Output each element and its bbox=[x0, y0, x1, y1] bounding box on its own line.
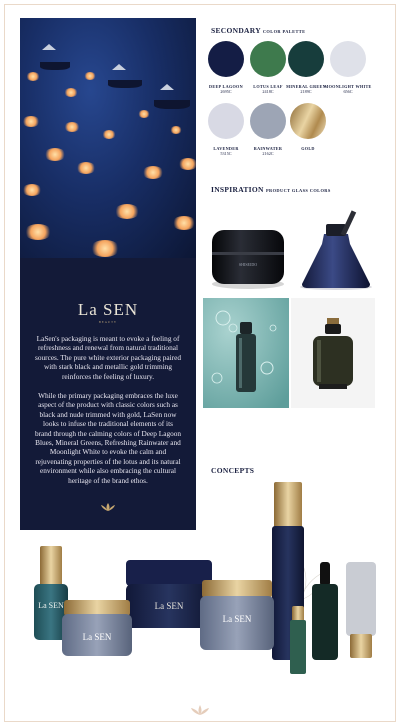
swatch-label: LAVENDER bbox=[213, 146, 239, 151]
product-concepts-image bbox=[30, 480, 386, 692]
swatch-rainwater bbox=[250, 103, 286, 139]
lantern bbox=[172, 216, 196, 230]
brand-logo: La SEN bbox=[77, 300, 139, 319]
lantern bbox=[22, 116, 40, 127]
footer-lotus-icon bbox=[190, 704, 210, 716]
swatch-code: 2695C bbox=[220, 89, 232, 94]
concepts-heading: CONCEPTS bbox=[211, 466, 255, 475]
swatch-code: 2162C bbox=[262, 151, 274, 156]
swatch-lavender bbox=[208, 103, 244, 139]
lantern bbox=[26, 72, 40, 81]
lantern bbox=[44, 148, 66, 161]
palette-subtitle: COLOR PALETTE bbox=[262, 29, 306, 34]
product-logo: La SEN bbox=[82, 632, 112, 642]
conical-hat-shape bbox=[112, 64, 126, 70]
swatch-label: DEEP LAGOON bbox=[209, 84, 243, 89]
lantern bbox=[138, 110, 150, 118]
lantern bbox=[64, 122, 80, 132]
swatch-code: 2189C bbox=[300, 89, 312, 94]
swatch-label: LOTUS LEAF bbox=[253, 84, 283, 89]
swatch-moonlight-white bbox=[330, 41, 366, 77]
swatch-label: MINERAL GREEN bbox=[286, 84, 326, 89]
black-cream-jar-image bbox=[208, 222, 288, 292]
lantern bbox=[178, 158, 196, 170]
inspiration-title: INSPIRATION bbox=[211, 185, 264, 194]
jar-brand-text: SHISEIDO bbox=[238, 262, 258, 267]
lantern bbox=[142, 166, 164, 179]
lantern bbox=[64, 88, 78, 97]
palette-title: SECONDARY bbox=[211, 26, 261, 35]
swatch-gold bbox=[290, 103, 326, 139]
brand-story-panel bbox=[20, 18, 196, 530]
palette-heading bbox=[211, 26, 305, 35]
teal-bottle-photo bbox=[203, 298, 289, 408]
boat-shape bbox=[154, 100, 190, 109]
lantern bbox=[24, 224, 52, 240]
lantern bbox=[102, 130, 116, 139]
lantern bbox=[84, 72, 96, 80]
swatch-lotus-leaf bbox=[250, 41, 286, 77]
product-logo: La SEN bbox=[222, 614, 252, 624]
product-logo: La SEN bbox=[38, 601, 64, 610]
inspiration-subtitle: PRODUCT GLASS COLORS bbox=[265, 188, 331, 193]
swatch-mineral-green bbox=[288, 41, 324, 77]
swatch-label: RAINWATER bbox=[253, 146, 283, 151]
brand-logo-sub: BEAUTY bbox=[98, 320, 118, 324]
conical-hat-shape bbox=[160, 84, 174, 90]
boat-shape bbox=[108, 80, 142, 88]
conical-hat-shape bbox=[42, 44, 56, 50]
swatch-code: 656C bbox=[343, 89, 353, 94]
swatch-label: GOLD bbox=[301, 146, 315, 151]
inspiration-heading bbox=[211, 185, 331, 194]
story-paragraph-1: LaSen's packaging is meant to evoke a feeling of refreshness and renewal from natural traditional sources. The pure white exterior packaging paired with stark black and metallic gold trimming reinforces the feeling of luxury. bbox=[35, 334, 181, 381]
dark-perfume-photo bbox=[291, 298, 375, 408]
swatch-code: 5315C bbox=[220, 151, 232, 156]
lantern-lake-photo bbox=[20, 18, 196, 258]
swatch-deep-lagoon bbox=[208, 41, 244, 77]
lantern bbox=[76, 162, 96, 174]
swatch-code: 2418C bbox=[262, 89, 274, 94]
boat-shape bbox=[40, 62, 70, 70]
lantern bbox=[22, 184, 42, 196]
lantern bbox=[114, 204, 140, 219]
story-paragraph-2: While the primary packaging embraces the luxe aspect of the product with classic colors such as black and nude trimmed with gold, LaSen now looks to infuse the traditional elements of its brand through the calming colors of Deep Lagoon Blues, Mineral Greens, Refreshing Rainwater and Moonlight White to evoke the calm and rejuvenating properties of the lotus and its natural environment while also embracing the cultural heritage of the brand ethos. bbox=[34, 391, 182, 485]
product-logo: La SEN bbox=[154, 601, 184, 611]
lantern bbox=[170, 126, 182, 134]
lantern bbox=[90, 240, 120, 257]
navy-diffuser-image bbox=[294, 208, 378, 292]
swatch-label: MOONLIGHT WHITE bbox=[324, 84, 372, 89]
